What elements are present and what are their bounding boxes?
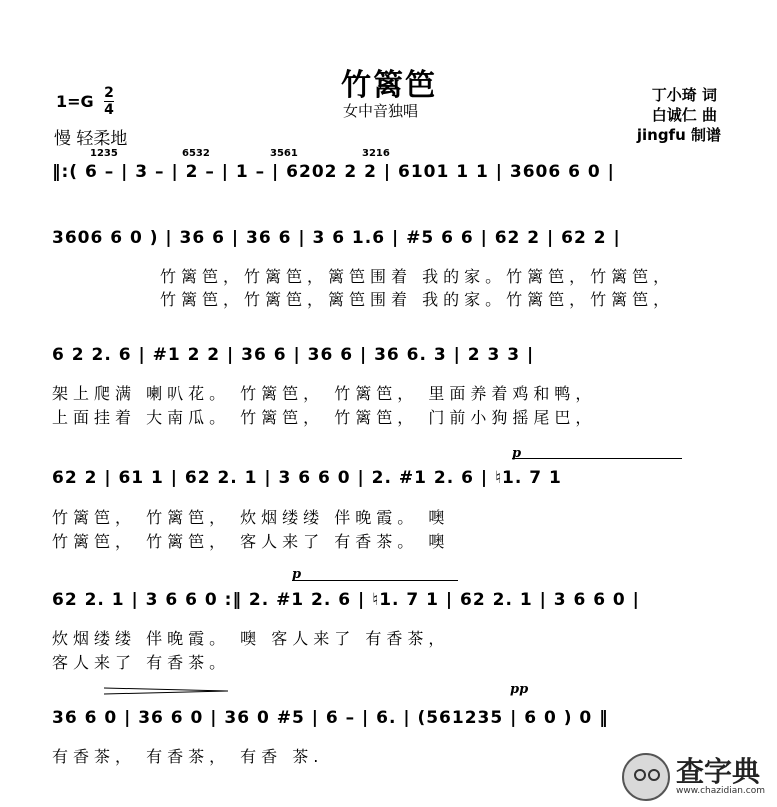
lyric-verse-1: 竹篱笆， 竹篱笆， 炊烟缕缕 伴晚霞。 噢 (52, 508, 450, 527)
lyricist: 丁小琦 词 (651, 86, 717, 104)
notation-line: 3606 6 0 ) | 36 6 | 36 6 | 3 6 1.6 | #5 6 6 | 62 2 | 62 2 | (52, 228, 621, 248)
notation-line: 62 2 | 61 1 | 62 2. 1 | 3 6 6 0 | 2. #1 2. 6 | ♮1. 7 1 (52, 468, 562, 488)
lyric-verse-2: 上面挂着 大南瓜。 竹篱笆， 竹篱笆， 门前小狗摇尾巴， (52, 408, 597, 427)
decrescendo-icon (104, 687, 228, 695)
lyric-verse-1: 炊烟缕缕 伴晚霞。 噢 客人来了 有香茶， (52, 629, 450, 648)
notation-line: 62 2. 1 | 3 6 6 0 :‖ 2. #1 2. 6 | ♮1. 7 1 | 62 2. 1 | 3 6 6 0 | (52, 590, 640, 610)
dynamic-marking: p (292, 567, 302, 582)
page-title: 竹篱笆 (341, 68, 437, 103)
lyric-verse-2: 竹篱笆， 竹篱笆， 客人来了 有香茶。 噢 (52, 532, 450, 551)
dynamic-marking: p (512, 446, 522, 461)
lyric-verse-2: 客人来了 有香茶。 (52, 653, 231, 672)
time-numerator: 2 (104, 85, 114, 101)
notation-line: 36 6 0 | 36 6 0 | 36 0 #5 | 6 – | 6. | (561235 | 6 0 ) 0 ‖ (52, 708, 609, 728)
watermark-url: www.chazidian.com (675, 786, 765, 796)
composer: 白诚仁 曲 (651, 106, 717, 124)
grace-notes: 1235 (90, 148, 118, 159)
notation-line: 6 2 2. 6 | #1 2 2 | 36 6 | 36 6 | 36 6. 3 | 2 3 3 | (52, 345, 535, 365)
lyric-verse-1: 有香茶， 有香茶， 有香 茶. (52, 747, 324, 766)
lyric-verse-2: 竹篱笆，竹篱笆，篱笆围着 我的家。竹篱笆，竹篱笆， (160, 290, 675, 309)
watermark (622, 753, 765, 801)
tempo-marking: 慢 轻柔地 (54, 129, 128, 149)
lyric-verse-1: 架上爬满 喇叭花。 竹篱笆， 竹篱笆， 里面养着鸡和鸭， (52, 384, 597, 403)
grace-notes: 6532 (182, 148, 210, 159)
time-denominator: 4 (104, 102, 114, 118)
grace-notes: 3216 (362, 148, 390, 159)
notation-line: ‖:( 6 – | 3 – | 2 – | 1 – | 6202 2 2 | 6101 1 1 | 3606 6 0 | (52, 162, 615, 182)
mascot-icon (622, 753, 670, 801)
time-signature (104, 86, 114, 117)
dynamic-marking: pp (510, 682, 529, 697)
grace-notes: 3561 (270, 148, 298, 159)
lyric-verse-1: 竹篱笆，竹篱笆，篱笆围着 我的家。竹篱笆，竹篱笆， (160, 267, 675, 286)
arranger: jingfu 制谱 (636, 126, 721, 144)
decrescendo-mark (104, 680, 228, 688)
subtitle: 女中音独唱 (343, 102, 419, 120)
key-signature: 1=G (56, 92, 94, 111)
watermark-brand: 查字典 (675, 755, 760, 788)
